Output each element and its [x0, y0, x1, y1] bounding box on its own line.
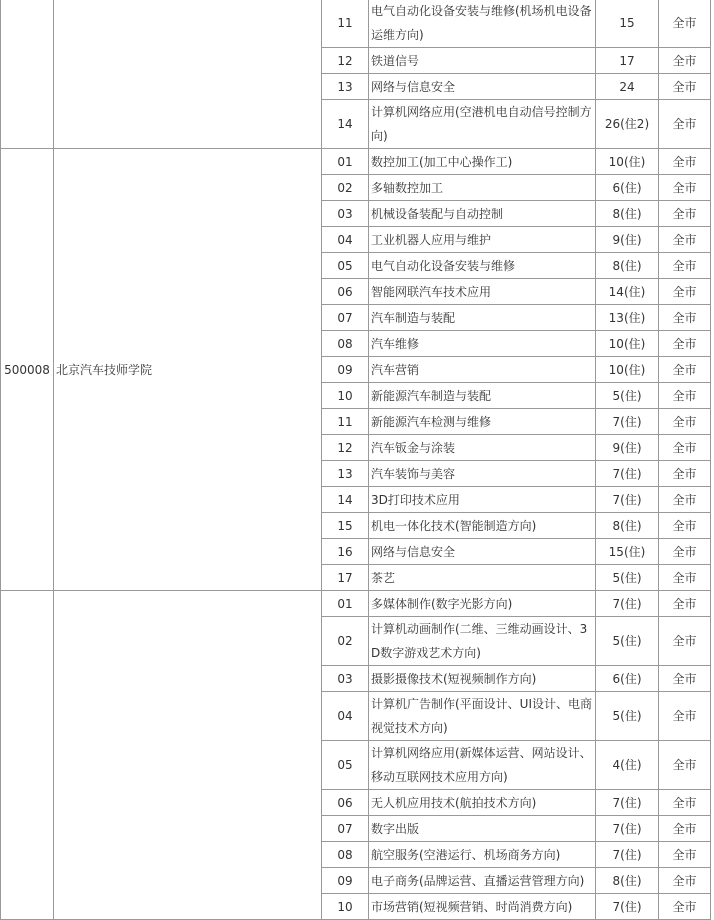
table-row	[1, 591, 711, 617]
major-number-cell: 03	[322, 666, 369, 692]
school-name-cell: 北京汽车技师学院	[54, 149, 322, 591]
enrollment-count-cell: 7(住)	[596, 894, 659, 920]
major-number-cell: 09	[322, 868, 369, 894]
major-number-cell: 11	[322, 0, 369, 48]
major-name-cell: 机电一体化技术(智能制造方向)	[369, 513, 596, 539]
major-name-cell: 计算机网络应用(空港机电自动信号控制方向)	[369, 100, 596, 149]
enrollment-count-cell: 7(住)	[596, 591, 659, 617]
enrollment-count-cell: 10(住)	[596, 357, 659, 383]
recruit-area-cell: 全市	[659, 539, 711, 565]
major-number-cell: 04	[322, 692, 369, 741]
major-number-cell: 13	[322, 74, 369, 100]
school-code-cell	[1, 0, 54, 149]
major-number-cell: 11	[322, 409, 369, 435]
major-number-cell: 17	[322, 565, 369, 591]
major-name-cell: 数字出版	[369, 816, 596, 842]
enrollment-count-cell: 8(住)	[596, 201, 659, 227]
recruit-area-cell: 全市	[659, 842, 711, 868]
recruit-area-cell: 全市	[659, 48, 711, 74]
enrollment-count-cell: 4(住)	[596, 741, 659, 790]
recruit-area-cell: 全市	[659, 409, 711, 435]
major-number-cell: 09	[322, 357, 369, 383]
enrollment-count-cell: 9(住)	[596, 227, 659, 253]
major-name-cell: 3D打印技术应用	[369, 487, 596, 513]
recruit-area-cell: 全市	[659, 0, 711, 48]
table-row	[1, 149, 711, 175]
major-name-cell: 电气自动化设备安装与维修(机场机电设备运维方向)	[369, 0, 596, 48]
major-number-cell: 10	[322, 383, 369, 409]
enrollment-count-cell: 7(住)	[596, 842, 659, 868]
major-number-cell: 01	[322, 591, 369, 617]
major-number-cell: 12	[322, 48, 369, 74]
enrollment-count-cell: 8(住)	[596, 253, 659, 279]
major-name-cell: 计算机网络应用(新媒体运营、网站设计、移动互联网技术应用方向)	[369, 741, 596, 790]
enrollment-count-cell: 5(住)	[596, 692, 659, 741]
major-name-cell: 智能网联汽车技术应用	[369, 279, 596, 305]
recruit-area-cell: 全市	[659, 790, 711, 816]
recruit-area-cell: 全市	[659, 513, 711, 539]
enrollment-count-cell: 13(住)	[596, 305, 659, 331]
major-name-cell: 机械设备装配与自动控制	[369, 201, 596, 227]
recruit-area-cell: 全市	[659, 383, 711, 409]
school-code-cell: 500008	[1, 149, 54, 591]
major-name-cell: 市场营销(短视频营销、时尚消费方向)	[369, 894, 596, 920]
major-number-cell: 02	[322, 175, 369, 201]
recruit-area-cell: 全市	[659, 617, 711, 666]
recruit-area-cell: 全市	[659, 305, 711, 331]
major-number-cell: 04	[322, 227, 369, 253]
enrollment-count-cell: 8(住)	[596, 513, 659, 539]
school-code-cell	[1, 591, 54, 920]
major-name-cell: 计算机广告制作(平面设计、UI设计、电商视觉技术方向)	[369, 692, 596, 741]
major-number-cell: 05	[322, 741, 369, 790]
major-name-cell: 汽车钣金与涂装	[369, 435, 596, 461]
recruit-area-cell: 全市	[659, 435, 711, 461]
major-number-cell: 08	[322, 842, 369, 868]
major-number-cell: 01	[322, 149, 369, 175]
recruit-area-cell: 全市	[659, 74, 711, 100]
recruit-area-cell: 全市	[659, 357, 711, 383]
major-name-cell: 新能源汽车检测与维修	[369, 409, 596, 435]
table-row	[1, 0, 711, 48]
major-number-cell: 08	[322, 331, 369, 357]
major-name-cell: 铁道信号	[369, 48, 596, 74]
major-name-cell: 航空服务(空港运行、机场商务方向)	[369, 842, 596, 868]
major-number-cell: 03	[322, 201, 369, 227]
enrollment-count-cell: 24	[596, 74, 659, 100]
enrollment-count-cell: 17	[596, 48, 659, 74]
recruit-area-cell: 全市	[659, 591, 711, 617]
recruit-area-cell: 全市	[659, 331, 711, 357]
major-name-cell: 工业机器人应用与维护	[369, 227, 596, 253]
enrollment-count-cell: 6(住)	[596, 666, 659, 692]
major-name-cell: 电气自动化设备安装与维修	[369, 253, 596, 279]
major-name-cell: 多媒体制作(数字光影方向)	[369, 591, 596, 617]
recruit-area-cell: 全市	[659, 894, 711, 920]
enrollment-count-cell: 8(住)	[596, 868, 659, 894]
major-name-cell: 摄影摄像技术(短视频制作方向)	[369, 666, 596, 692]
major-number-cell: 10	[322, 894, 369, 920]
major-number-cell: 05	[322, 253, 369, 279]
recruit-area-cell: 全市	[659, 565, 711, 591]
enrollment-count-cell: 26(住2)	[596, 100, 659, 149]
major-name-cell: 网络与信息安全	[369, 74, 596, 100]
school-name-cell	[54, 0, 322, 149]
major-number-cell: 16	[322, 539, 369, 565]
major-name-cell: 汽车营销	[369, 357, 596, 383]
enrollment-count-cell: 5(住)	[596, 383, 659, 409]
recruit-area-cell: 全市	[659, 175, 711, 201]
school-name-cell	[54, 591, 322, 920]
major-number-cell: 15	[322, 513, 369, 539]
major-number-cell: 06	[322, 279, 369, 305]
enrollment-count-cell: 15	[596, 0, 659, 48]
major-name-cell: 茶艺	[369, 565, 596, 591]
enrollment-count-cell: 9(住)	[596, 435, 659, 461]
major-number-cell: 07	[322, 816, 369, 842]
enrollment-count-cell: 10(住)	[596, 331, 659, 357]
major-name-cell: 汽车制造与装配	[369, 305, 596, 331]
recruit-area-cell: 全市	[659, 279, 711, 305]
recruit-area-cell: 全市	[659, 201, 711, 227]
recruit-area-cell: 全市	[659, 227, 711, 253]
major-name-cell: 新能源汽车制造与装配	[369, 383, 596, 409]
major-name-cell: 汽车维修	[369, 331, 596, 357]
enrollment-count-cell: 5(住)	[596, 565, 659, 591]
recruit-area-cell: 全市	[659, 461, 711, 487]
major-name-cell: 无人机应用技术(航拍技术方向)	[369, 790, 596, 816]
major-number-cell: 13	[322, 461, 369, 487]
recruit-area-cell: 全市	[659, 100, 711, 149]
major-number-cell: 07	[322, 305, 369, 331]
major-name-cell: 数控加工(加工中心操作工)	[369, 149, 596, 175]
major-name-cell: 网络与信息安全	[369, 539, 596, 565]
major-number-cell: 02	[322, 617, 369, 666]
major-number-cell: 14	[322, 100, 369, 149]
enrollment-count-cell: 14(住)	[596, 279, 659, 305]
major-number-cell: 06	[322, 790, 369, 816]
enrollment-count-cell: 5(住)	[596, 617, 659, 666]
recruit-area-cell: 全市	[659, 253, 711, 279]
major-name-cell: 多轴数控加工	[369, 175, 596, 201]
enrollment-count-cell: 7(住)	[596, 461, 659, 487]
enrollment-count-cell: 15(住)	[596, 539, 659, 565]
major-name-cell: 计算机动画制作(二维、三维动画设计、3D数字游戏艺术方向)	[369, 617, 596, 666]
enrollment-count-cell: 7(住)	[596, 816, 659, 842]
recruit-area-cell: 全市	[659, 816, 711, 842]
enrollment-count-cell: 6(住)	[596, 175, 659, 201]
major-number-cell: 12	[322, 435, 369, 461]
recruit-area-cell: 全市	[659, 868, 711, 894]
major-number-cell: 14	[322, 487, 369, 513]
enrollment-count-cell: 7(住)	[596, 487, 659, 513]
recruit-area-cell: 全市	[659, 666, 711, 692]
enrollment-count-cell: 10(住)	[596, 149, 659, 175]
enrollment-count-cell: 7(住)	[596, 790, 659, 816]
recruit-area-cell: 全市	[659, 692, 711, 741]
enrollment-count-cell: 7(住)	[596, 409, 659, 435]
recruit-area-cell: 全市	[659, 741, 711, 790]
recruit-area-cell: 全市	[659, 487, 711, 513]
major-name-cell: 电子商务(品牌运营、直播运营管理方向)	[369, 868, 596, 894]
recruit-area-cell: 全市	[659, 149, 711, 175]
major-name-cell: 汽车装饰与美容	[369, 461, 596, 487]
